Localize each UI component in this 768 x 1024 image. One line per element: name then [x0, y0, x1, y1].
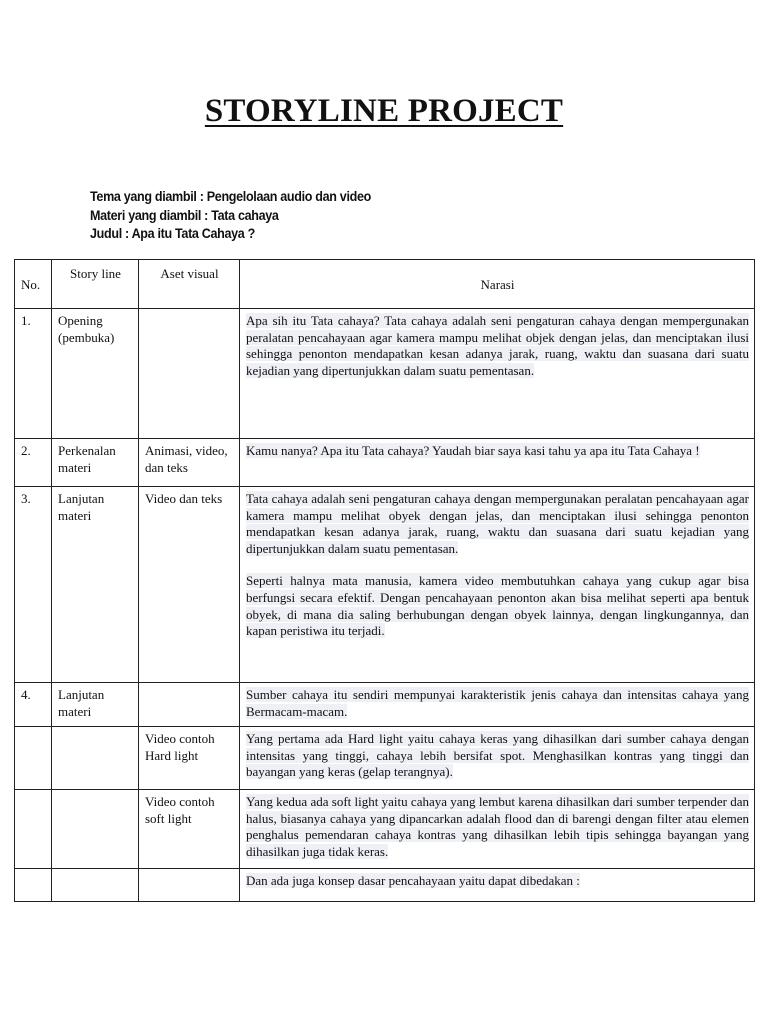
cell-narasi: [240, 869, 755, 902]
table-row: [15, 439, 755, 487]
narasi-paragraph: Dan ada juga konsep dasar pencahayaan yaitu dapat dibedakan :: [246, 873, 580, 888]
cell-story-line: Lanjutan materi: [52, 683, 139, 727]
cell-story-line: [52, 727, 139, 790]
cell-story-line: Opening (pembuka): [52, 309, 139, 439]
cell-aset-visual: Video dan teks: [139, 487, 240, 683]
cell-aset-visual: [139, 683, 240, 727]
cell-no: 3.: [15, 487, 52, 683]
narasi-paragraph: Kamu nanya? Apa itu Tata cahaya? Yaudah biar saya kasi tahu ya apa itu Tata Cahaya !: [246, 443, 700, 458]
table-row: [15, 869, 755, 902]
cell-no: [15, 869, 52, 902]
cell-aset-visual: Video contoh soft light: [139, 790, 240, 869]
cell-narasi: [240, 487, 755, 683]
meta-judul: Judul : Apa itu Tata Cahaya ?: [90, 226, 255, 241]
cell-aset-visual: [139, 309, 240, 439]
cell-aset-visual: [139, 869, 240, 902]
table-row: [15, 790, 755, 869]
cell-no: [15, 790, 52, 869]
cell-narasi: [240, 309, 755, 439]
cell-narasi: [240, 683, 755, 727]
header-no: No.: [15, 260, 52, 309]
cell-no: [15, 727, 52, 790]
meta-materi: Materi yang diambil : Tata cahaya: [90, 207, 279, 223]
cell-narasi: [240, 727, 755, 790]
narasi-paragraph: Yang kedua ada soft light yaitu cahaya yang lembut karena dihasilkan dari sumber terpender dan halus, biasanya cahaya yang dipancarkan adalah flood dan di barengi dengan filter atau elemen penghalus pemendaran cahaya kontras yang dihasilkan lebih tipis sehingga bayangan yang dihasilkan juga tidak keras.: [246, 794, 749, 859]
cell-narasi: [240, 439, 755, 487]
cell-aset-visual: Animasi, video, dan teks: [139, 439, 240, 487]
cell-aset-visual: Video contoh Hard light: [139, 727, 240, 790]
table-row: [15, 309, 755, 439]
table-body: [15, 309, 755, 902]
storyline-table: [14, 259, 755, 902]
cell-no: 4.: [15, 683, 52, 727]
header-aset-visual: Aset visual: [139, 260, 240, 309]
table-row: [15, 487, 755, 683]
cell-story-line: [52, 869, 139, 902]
page-title: STORYLINE PROJECT: [204, 93, 564, 129]
table-row: [15, 683, 755, 727]
document-meta: [90, 188, 371, 244]
table-row: [15, 727, 755, 790]
narasi-paragraph: Seperti halnya mata manusia, kamera video membutuhkan cahaya yang cukup agar bisa berfungsi secara efektif. Dengan pencahayaan penonton akan bisa melihat seperti apa bentuk obyek, di mana dia saling berhubungan dengan obyek lainnya, dengan lingkungannya, dan kapan peristiwa itu terjadi.: [246, 573, 749, 639]
cell-narasi: [240, 790, 755, 869]
narasi-paragraph: Sumber cahaya itu sendiri mempunyai karakteristik jenis cahaya dan intensitas cahaya yang Bermacam-macam.: [246, 687, 749, 719]
meta-tema: Tema yang diambil : Pengelolaan audio dan video: [90, 189, 371, 204]
header-narasi: Narasi: [240, 260, 755, 309]
narasi-paragraph: Tata cahaya adalah seni pengaturan cahaya dengan mempergunakan peralatan pencahayaan agar kamera mampu melihat obyek dengan jelas, dan menciptakan ilusi sehingga penonton mendapatkan kesan adanya jarak, ruang, waktu dan suasana dari suatu kejadian yang dipertunjukkan dalam suatu pementasan.: [246, 491, 749, 556]
cell-story-line: [52, 790, 139, 869]
table-header-row: [15, 260, 755, 309]
cell-story-line: Perkenalan materi: [52, 439, 139, 487]
header-story-line: Story line: [52, 260, 139, 309]
cell-no: 2.: [15, 439, 52, 487]
narasi-paragraph: Apa sih itu Tata cahaya? Tata cahaya adalah seni pengaturan cahaya dengan mempergunakan peralatan pencahayaan agar kamera mampu melihat objek dengan jelas, dan menciptakan ilusi sehingga penonton mendapatkan kesan adanya jarak, ruang, waktu dan suasana dari suatu kejadian yang dipertunjukkan dalam suatu pementasan.: [246, 313, 749, 378]
cell-no: 1.: [15, 309, 52, 439]
cell-story-line: Lanjutan materi: [52, 487, 139, 683]
narasi-paragraph: Yang pertama ada Hard light yaitu cahaya keras yang dihasilkan dari sumber cahaya dengan intensitas yang tinggi, cahaya lebih bersifat spot. Menghasilkan kontras yang tinggi dan bayangan yang keras (gelap terangnya).: [246, 731, 749, 780]
